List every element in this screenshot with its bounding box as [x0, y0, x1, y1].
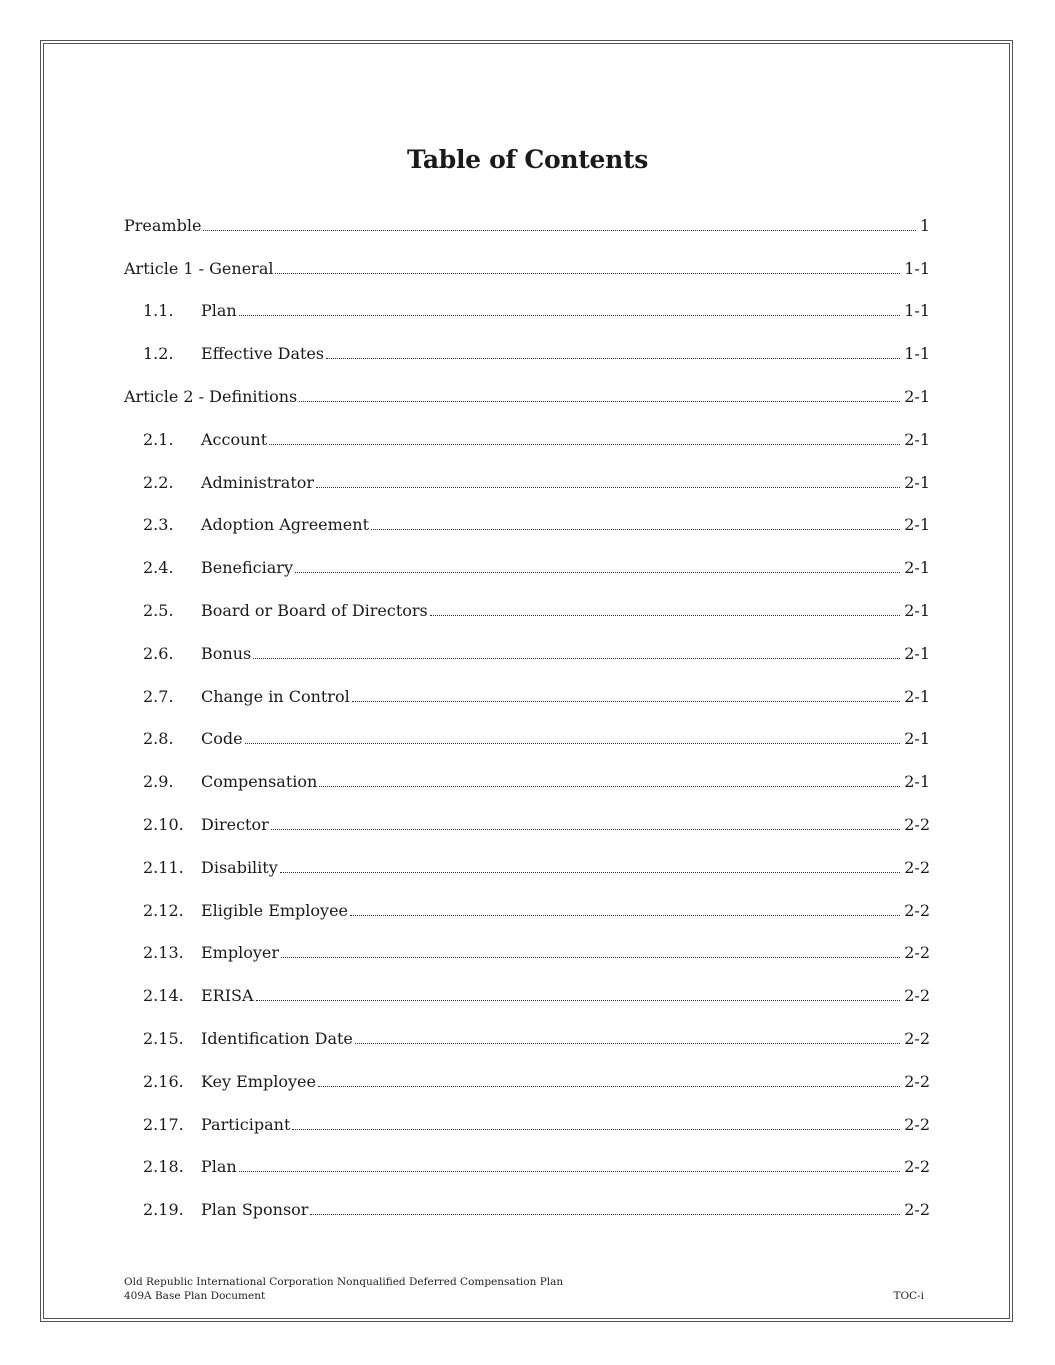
toc-dot-leader [275, 273, 900, 274]
toc-entry-page: 2-1 [904, 729, 930, 749]
toc-entry-label: Account [201, 429, 268, 449]
toc-entry[interactable] [124, 974, 930, 1017]
toc-entry-page: 2-2 [904, 1029, 930, 1049]
toc-entry[interactable] [124, 332, 930, 375]
toc-entry-page: 1-1 [904, 258, 930, 278]
toc-entry-page: 2-1 [904, 686, 930, 706]
toc-entry-number: 2.1. [143, 429, 174, 449]
toc-dot-leader [326, 358, 900, 359]
toc-entry-number: 2.18. [143, 1157, 184, 1177]
toc-entry[interactable] [124, 632, 930, 675]
toc-entry-label: Plan Sponsor [201, 1200, 309, 1220]
toc-entry-label: Participant [201, 1114, 291, 1134]
toc-entry-label: Disability [201, 857, 278, 877]
toc-entry[interactable] [124, 1060, 930, 1103]
toc-entry-page: 2-1 [904, 387, 930, 407]
toc-entry[interactable] [124, 1188, 930, 1231]
toc-entry-number: 2.16. [143, 1071, 184, 1091]
toc-entry-page: 2-2 [904, 1071, 930, 1091]
toc-entry-number: 2.15. [143, 1029, 184, 1049]
toc-dot-leader [299, 401, 900, 402]
toc-entry-page: 2-2 [904, 900, 930, 920]
toc-entry[interactable] [124, 846, 930, 889]
toc-entry-number: 2.2. [143, 472, 174, 492]
toc-entry-number: 2.11. [143, 857, 184, 877]
toc-entry-label: ERISA [201, 986, 254, 1006]
toc-entry-page: 1-1 [904, 301, 930, 321]
toc-entry[interactable] [124, 675, 930, 718]
toc-entry-label: Adoption Agreement [201, 515, 369, 535]
toc-entry[interactable] [124, 1146, 930, 1189]
footer [124, 1275, 563, 1303]
toc-entry-page: 2-2 [904, 1200, 930, 1220]
toc-dot-leader [239, 1171, 901, 1172]
toc-entry[interactable] [124, 204, 930, 247]
toc-entry-number: 1.1. [143, 301, 174, 321]
toc-entry-number: 2.13. [143, 943, 184, 963]
toc-entry[interactable] [124, 461, 930, 504]
toc-entry[interactable] [124, 889, 930, 932]
toc-entry-number: 2.4. [143, 558, 174, 578]
toc-entry-page: 2-1 [904, 558, 930, 578]
toc-entry-label: Board or Board of Directors [201, 601, 428, 621]
toc-entry[interactable] [124, 718, 930, 761]
toc-dot-leader [269, 444, 900, 445]
toc-entry-number: 2.5. [143, 601, 174, 621]
toc-entry[interactable] [124, 418, 930, 461]
toc-entry-label: Beneficiary [201, 558, 293, 578]
toc-entry-label: Administrator [201, 472, 315, 492]
toc-entry-page: 2-1 [904, 772, 930, 792]
toc-entry-page: 2-2 [904, 986, 930, 1006]
toc-entry-label: Code [201, 729, 243, 749]
toc-dot-leader [239, 315, 901, 316]
toc-entry-number: 2.10. [143, 815, 184, 835]
toc-entry[interactable] [124, 932, 930, 975]
toc-entry[interactable] [124, 504, 930, 547]
toc-dot-leader [350, 915, 900, 916]
toc-dot-leader [371, 529, 900, 530]
toc-entry-label: Identification Date [201, 1029, 353, 1049]
toc-entry[interactable] [124, 589, 930, 632]
toc-entry-label: Key Employee [201, 1071, 316, 1091]
toc-dot-leader [256, 1000, 901, 1001]
toc-entry-number: 2.3. [143, 515, 174, 535]
footer-page-label: TOC-i [893, 1290, 924, 1302]
toc-entry-page: 2-2 [904, 943, 930, 963]
toc-entry-page: 2-1 [904, 515, 930, 535]
toc-dot-leader [271, 829, 901, 830]
toc-entry-page: 2-2 [904, 1157, 930, 1177]
toc-entry[interactable] [124, 247, 930, 290]
toc-entry-label: Change in Control [201, 686, 350, 706]
toc-entry-number: 2.19. [143, 1200, 184, 1220]
toc-entry-number: 2.17. [143, 1114, 184, 1134]
toc-entry[interactable] [124, 803, 930, 846]
footer-line-2: 409A Base Plan Document [124, 1290, 266, 1302]
toc-entry-number: 2.12. [143, 900, 184, 920]
toc-entry-label: Compensation [201, 772, 318, 792]
toc-dot-leader [430, 615, 900, 616]
toc-dot-leader [352, 701, 901, 702]
toc-dot-leader [245, 743, 901, 744]
toc-entry-label: Director [201, 815, 269, 835]
toc-entry-label: Employer [201, 943, 279, 963]
toc-dot-leader [295, 572, 900, 573]
toc-entry-label: Eligible Employee [201, 900, 349, 920]
toc-entry-page: 2-1 [904, 643, 930, 663]
toc-dot-leader [318, 1086, 900, 1087]
toc-entry-label: Plan [201, 301, 237, 321]
page-title: Table of Contents [406, 145, 649, 174]
toc-entry-label: Article 1 - General [124, 258, 274, 278]
toc-dot-leader [319, 786, 900, 787]
toc-entry-page: 2-2 [904, 815, 930, 835]
toc-entry-number: 2.7. [143, 686, 174, 706]
toc-entry[interactable] [124, 1103, 930, 1146]
toc-dot-leader [310, 1214, 900, 1215]
toc-dot-leader [316, 487, 900, 488]
toc-entry-label: Plan [201, 1157, 237, 1177]
toc-dot-leader [292, 1129, 900, 1130]
toc-dot-leader [253, 658, 900, 659]
toc-entry-page: 2-1 [904, 429, 930, 449]
toc-entry-page: 1-1 [904, 344, 930, 364]
table-of-contents [124, 204, 930, 1231]
toc-dot-leader [355, 1043, 900, 1044]
toc-dot-leader [203, 230, 915, 231]
toc-entry[interactable] [124, 1017, 930, 1060]
toc-entry-label: Effective Dates [201, 344, 325, 364]
toc-entry-page: 2-1 [904, 472, 930, 492]
toc-entry-page: 2-2 [904, 1114, 930, 1134]
toc-entry-page: 1 [919, 215, 930, 235]
toc-entry-label: Preamble [124, 215, 202, 235]
toc-entry-label: Article 2 - Definitions [124, 387, 298, 407]
footer-line-1: Old Republic International Corporation Nonqualified Deferred Compensation Plan [124, 1276, 564, 1288]
toc-entry-number: 2.6. [143, 643, 174, 663]
toc-dot-leader [280, 872, 900, 873]
toc-entry[interactable] [124, 546, 930, 589]
toc-entry-number: 2.9. [143, 772, 174, 792]
toc-entry-number: 2.14. [143, 986, 184, 1006]
toc-entry-page: 2-1 [904, 601, 930, 621]
toc-entry-number: 2.8. [143, 729, 174, 749]
toc-entry-number: 1.2. [143, 344, 174, 364]
toc-entry[interactable] [124, 290, 930, 333]
toc-dot-leader [281, 957, 900, 958]
toc-entry[interactable] [124, 375, 930, 418]
toc-entry[interactable] [124, 760, 930, 803]
toc-entry-label: Bonus [201, 643, 252, 663]
toc-entry-page: 2-2 [904, 857, 930, 877]
